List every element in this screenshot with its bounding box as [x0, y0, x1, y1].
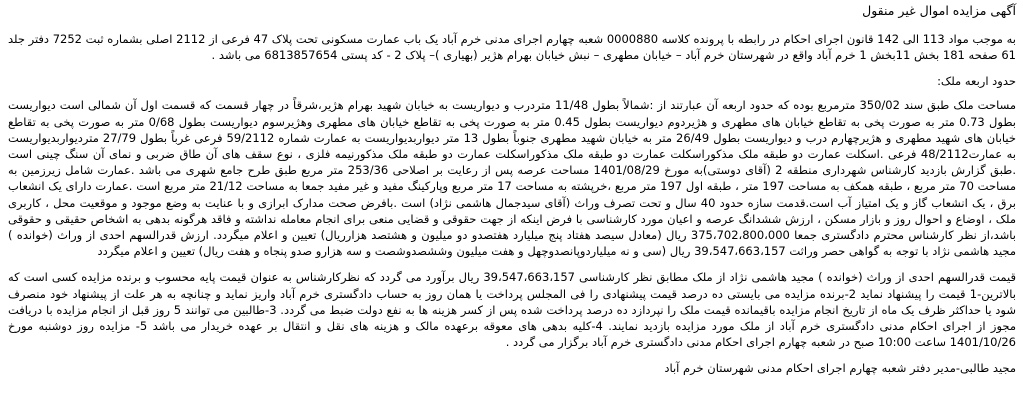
property-description-paragraph: مساحت ملک طبق سند 350/02 مترمربع بوده که حدود اربعه آن عبارتند از :شمالاً بطول 11/48 متردرب و دیواریست به خیابان شهید بهرام هژیر،شرقاً در چهار قسمت که قسمت اول آن شمالی است دیواریست بطول 0.73 متر به صورت پخی به تقاطع خیابان های مطهری و هژیردوم دیواریست بطول 0.45 متر به صورت پخی به تقاطع خیابان های مطهری وهژیرسوم دیواریست بطول 0/68 متر به صورت پخی به تقاطع خیابان های شهید مطهری و هژیرچهارم درب و دیواریست بطول 26/49 متر به خیابان شهید مطهری جنوباً بطول 13 متر دیواربدیواریست به عمارت شماره 59/2112 فرعی غرباً بطول 27/79 متردیواربدیواریست به عمارت48/2112 فرعی .اسکلت عمارت دو طبقه ملک مذکوراسکلت عمارت دو طبقه ملک مذکوراسکلت عمارت دو طبقه ملک مذکورنیمه فلزی ، نوع سقف های آن طاق ضربی و نمای آن سنگ چینی است .طبق گزارش بازدید کارشناس شهرداری منطقه 2 (آقای دوستی)به مورخ 1401/08/29 مساحت عرصه پس از رعایت بر اصلاحی 253/36 متر مربع طبق طرح جامع شهری می باشد .عمارت شامل زیرزمین به مساحت 70 متر مربع ، طبقه همکف به مساحت 197 متر ، طبقه اول 197 متر مربع ،خرپشته به مساحت 17 متر مربع وپارکینگ مفید و غیر مفید جمعا به مساحت 21/12 متر مربع است .عمارت دارای یک انشعاب برق ، یک انشعاب گاز و یک امتیاز آب است.قدمت سازه حدود 40 سال و تحت تصرف وراث (آقای سیدجمال هاشمی نژاد) است .بافرض صحت مدارک ابرازی و با عنایت به وضع موجود و موقعیت محل ، کاربری ملک ، اوضاع و احوال روز و بازار مسکن ، ارزش ششدانگ عرصه و اعیان مورد کارشناسی با فرض اینکه از جهت حقوقی و قضایی منعی برای انجام معامله نداشته و فاقد هرگونه بدهی به اشخاص حقیقی و حقوقی باشد،از نظر کارشناس محترم دادگستری جمعا 375،702،800،000 ریال (معادل سیصد هفتاد پنج میلیارد هفتصدو دو میلیون و هشتصد هزارریال) تعیین و اعلام میگردد. ارزش قدرالسهم احدی از وراث (خوانده ) مجید هاشمی نژاد با توجه به گواهی حصر وراثت 39،547،663،157 ریال (سی و نه میلیاردوپانصدوچهل و هفت میلیون وششصدوشصت و سه هزارو صدو پنجاه و هفت ریال) تعیین و اعلام میگردد — [8, 98, 1016, 259]
signature-line: مجید طالبی-مدیر دفتر شعبه چهارم اجرای احکام مدنی شهرستان خرم آباد — [664, 361, 1016, 376]
boundaries-heading: حدود اربعه ملک: — [937, 74, 1016, 89]
notice-title: آگهی مزایده اموال غیر منقول — [862, 3, 1016, 18]
notice-intro-paragraph: به موجب مواد 113 الی 142 قانون اجرای احکام در رابطه با پرونده کلاسه 0000880 شعبه چهارم اجرای مدنی خرم آباد یک باب عمارت مسکونی تحت پلاک 47 فرعی از 2112 اصلی بشماره ثبت 7252 دفتر جلد 61 صفحه 181 بخش 11بخش 1 خرم آباد واقع در شهرستان خرم آباد – خیابان مطهری – نبش خیابان بهرام هژیر (بهیاری )– پلاک 2 - کد پستی 6813857654 می باشد . — [8, 32, 1016, 63]
auction-terms-paragraph: قیمت قدرالسهم احدی از وراث (خوانده ) مجید هاشمی نژاد از ملک مطابق نظر کارشناسی 39،547،663،157 ریال برآورد می گردد که نظرکارشناس به عنوان قیمت پایه محسوب و برنده مزایده کسی است که بالاترین-1 قیمت را پیشنهاد نماید 2-برنده مزایده می بایستی ده درصد قیمت پیشنهادی را فی المجلس پرداخت یا همان روز به حساب دادگستری خرم آباد واریز نماید و چنانچه به هر علت از پیشنهاد خود منصرف شود یا حداکثر ظرف یک ماه از تاریخ انجام مزایده باقیمانده قیمت ملک را نپردازد ده درصد پرداخت شده پس از کسر هزینه ها به نفع دولت ضبط می گردد. 3-طالبین می توانند 5 روز قبل از انجام مزایده با دریافت مجوز از اجرای احکام مدنی دادگستری خرم آباد از ملک مورد مزایده بازدید نمایند. 4-کلیه بدهی های معوقه برعهده مالک و هزینه های نقل و انتقال بر عهده خریدار می باشد 5- مزایده روز دوشنبه مورخ 1401/10/26 ساعت 10:00 صبح در شعبه چهارم اجرای احکام مدنی دادگستری خرم آباد برگزار می گردد . — [8, 270, 1017, 350]
